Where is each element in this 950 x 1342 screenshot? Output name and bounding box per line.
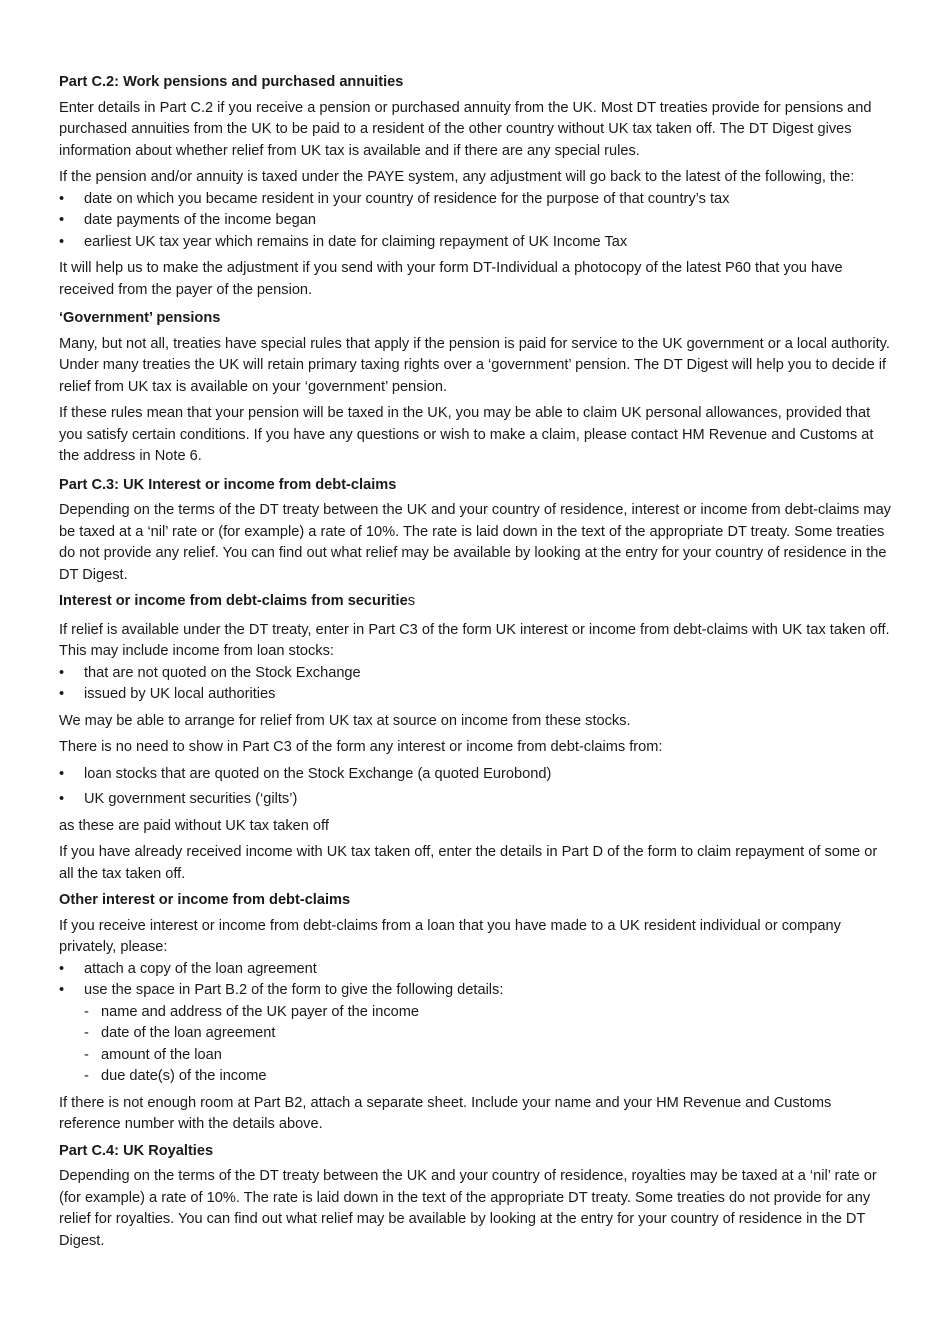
sub-list-item: - due date(s) of the income: [84, 1066, 891, 1088]
sub-list-item: - date of the loan agreement: [84, 1023, 891, 1045]
section-government-pensions: [59, 308, 891, 468]
bullet-list: [59, 189, 891, 254]
paragraph: Depending on the terms of the DT treaty between the UK and your country of residence, interest or income from debt-claims may be taxed at a ‘nil’ rate or (for example) a rate of 10%. The rate is laid down in the text of the appropriate DT treaty. Some treaties do not provide any relief. You can find out what relief may be available by looking at the entry for your country of residence in the DT Digest.: [59, 502, 891, 583]
bullet-list: [59, 663, 891, 706]
paragraph: We may be able to arrange for relief from UK tax at source on income from these stocks.: [59, 712, 631, 729]
section-other-interest: [59, 890, 891, 1136]
sub-list-item: - amount of the loan: [84, 1045, 891, 1067]
section-part-c2: [59, 72, 891, 301]
paragraph: If the pension and/or annuity is taxed under the PAYE system, any adjustment will go back to the latest of the following, the:: [59, 169, 855, 185]
section-part-c4: [59, 1141, 891, 1253]
list-item: • loan stocks that are quoted on the Stock Exchange (a quoted Eurobond): [59, 764, 891, 786]
list-item: • date on which you became resident in your country of residence for the purpose of that country’s tax: [59, 189, 891, 211]
list-item: • that are not quoted on the Stock Exchange: [59, 663, 891, 685]
bullet-list: [59, 959, 891, 1088]
section-heading: Part C.2: Work pensions and purchased annuities: [59, 74, 404, 90]
list-item: • issued by UK local authorities: [59, 684, 891, 706]
paragraph: as these are paid without UK tax taken off: [59, 817, 329, 834]
section-heading: Part C.4: UK Royalties: [59, 1142, 214, 1159]
heading-bold-text: Interest or income from debt-claims from securitie: [59, 593, 408, 609]
sub-list-item: - name and address of the UK payer of the income: [84, 1002, 891, 1024]
section-heading: ‘Government’ pensions: [59, 310, 221, 326]
paragraph: There is no need to show in Part C3 of the form any interest or income from debt-claims from:: [59, 739, 663, 755]
paragraph: It will help us to make the adjustment if you send with your form DT-Individual a photocopy of the latest P60 that you have received from the payer of the pension.: [59, 260, 843, 298]
list-item-text: use the space in Part B.2 of the form to give the following details:: [84, 982, 504, 998]
paragraph: If relief is available under the DT treaty, enter in Part C3 of the form UK interest or income from debt-claims with UK tax taken off. This may include income from loan stocks:: [59, 621, 890, 659]
list-item: • date payments of the income began: [59, 210, 891, 232]
section-heading: Other interest or income from debt-claims: [59, 892, 351, 908]
dash-list: [84, 1002, 891, 1088]
section-securities: [59, 591, 891, 885]
paragraph: Depending on the terms of the DT treaty between the UK and your country of residence, royalties may be taxed at a ‘nil’ rate or (for example) a rate of 10%. The rate is laid down in the text of the appropriate DT treaty. Some treaties do not provide for any relief for royalties. You can find out what relief may be available by looking at the entry for your country of residence in the DT Digest.: [59, 1168, 877, 1249]
paragraph: If these rules mean that your pension will be taxed in the UK, you may be able to claim UK personal allowances, provided that you satisfy certain conditions. If you have any questions or wish to make a claim, please contact HM Revenue and Customs at the address in Note 6.: [59, 405, 874, 464]
paragraph: If you receive interest or income from debt-claims from a loan that you have made to a UK resident individual or company privately, please:: [59, 917, 841, 955]
paragraph: Enter details in Part C.2 if you receive a pension or purchased annuity from the UK. Most DT treaties provide for pensions and purchased annuities from the UK to be paid to a resident of the other country without UK tax taken off. The DT Digest gives information about whether relief from UK tax is available and if there are any special rules.: [59, 99, 872, 159]
paragraph: Many, but not all, treaties have special rules that apply if the pension is paid for service to the UK government or a local authority. Under many treaties the UK will retain primary taxing rights over a ‘government’ pension. The DT Digest will help you to decide if relief from UK tax is available on your ‘government’ pension.: [59, 335, 890, 395]
list-item: • UK government securities (‘gilts’): [59, 789, 891, 811]
document-page: [59, 72, 891, 1257]
section-part-c3: [59, 475, 891, 587]
section-heading: Part C.3: UK Interest or income from debt-claims: [59, 476, 397, 493]
section-heading: [59, 591, 891, 613]
list-item: [59, 980, 891, 1088]
heading-normal-text: s: [407, 593, 416, 609]
paragraph: If there is not enough room at Part B2, attach a separate sheet. Include your name and your HM Revenue and Customs reference number with the details above.: [59, 1094, 832, 1132]
list-item: • earliest UK tax year which remains in date for claiming repayment of UK Income Tax: [59, 232, 891, 254]
paragraph: If you have already received income with UK tax taken off, enter the details in Part D of the form to claim repayment of some or all the tax taken off.: [59, 844, 878, 882]
bullet-list: [59, 764, 891, 811]
list-item: • attach a copy of the loan agreement: [59, 959, 891, 981]
